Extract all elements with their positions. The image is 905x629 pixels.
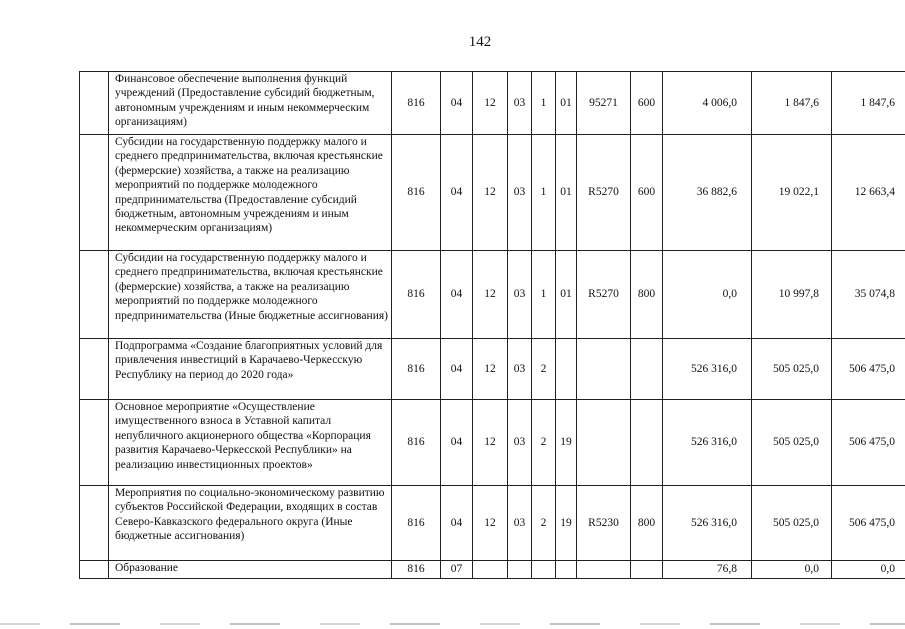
amount-year-2: 19 022,1 — [752, 135, 832, 251]
table-row — [80, 561, 905, 579]
scan-artifact — [0, 623, 905, 625]
admin-code: 816 — [392, 135, 441, 251]
subsection-code: 12 — [473, 72, 508, 135]
subsection-code: 12 — [473, 339, 508, 400]
program-code — [508, 561, 532, 579]
event-code — [556, 561, 577, 579]
event-code: 19 — [556, 400, 577, 486]
subsection-code: 12 — [473, 486, 508, 561]
event-code: 19 — [556, 486, 577, 561]
section-code: 04 — [441, 339, 473, 400]
subsection-code: 12 — [473, 135, 508, 251]
blank-cell — [80, 135, 109, 251]
program-code: 03 — [508, 135, 532, 251]
amount-year-2: 10 997,8 — [752, 251, 832, 339]
program-code: 03 — [508, 72, 532, 135]
page-number: 142 — [468, 34, 492, 50]
section-code: 07 — [441, 561, 473, 579]
blank-cell — [80, 486, 109, 561]
event-code: 01 — [556, 135, 577, 251]
table-row — [80, 400, 905, 486]
amount-year-2: 0,0 — [752, 561, 832, 579]
subsection-code: 12 — [473, 400, 508, 486]
subprogram-code — [532, 561, 556, 579]
blank-cell — [80, 400, 109, 486]
table-row — [80, 486, 905, 561]
direction-code — [577, 400, 631, 486]
budget-table — [79, 71, 905, 579]
program-code: 03 — [508, 400, 532, 486]
expense-type-code: 800 — [631, 251, 663, 339]
admin-code: 816 — [392, 339, 441, 400]
amount-year-2: 505 025,0 — [752, 400, 832, 486]
blank-cell — [80, 251, 109, 339]
row-description: Финансовое обеспечение выполнения функций учреждений (Предоставление субсидий бюджетным, автономным учреждениям и иным некоммерческим организациям) — [109, 72, 392, 135]
expense-type-code — [631, 339, 663, 400]
direction-code — [577, 561, 631, 579]
section-code: 04 — [441, 486, 473, 561]
admin-code: 816 — [392, 251, 441, 339]
row-description: Основное мероприятие «Осуществление имущественного взноса в Уставной капитал непубличного акционерного общества «Корпорация развития Карачаево-Черкесской Республики» на реализацию инвестиционных проектов» — [109, 400, 392, 486]
event-code — [556, 339, 577, 400]
amount-year-2: 505 025,0 — [752, 339, 832, 400]
program-code: 03 — [508, 251, 532, 339]
section-code: 04 — [441, 72, 473, 135]
amount-year-2: 1 847,6 — [752, 72, 832, 135]
direction-code: R5230 — [577, 486, 631, 561]
program-code: 03 — [508, 339, 532, 400]
amount-year-1: 36 882,6 — [663, 135, 752, 251]
amount-year-3: 1 847,6 — [832, 72, 905, 135]
blank-cell — [80, 561, 109, 579]
row-description: Подпрограмма «Создание благоприятных условий для привлечения инвестиций в Карачаево-Черкесскую Республику на период до 2020 года» — [109, 339, 392, 400]
section-code: 04 — [441, 135, 473, 251]
row-description: Мероприятия по социально-экономическому развитию субъектов Российской Федерации, входящих в состав Северо-Кавказского федерального округа (Иные бюджетные ассигнования) — [109, 486, 392, 561]
amount-year-3: 0,0 — [832, 561, 905, 579]
table-row — [80, 251, 905, 339]
row-description: Субсидии на государственную поддержку малого и среднего предпринимательства, включая крестьянские (фермерские) хозяйства, а также на реализацию мероприятий по поддержке молодежного предпринимательства (Предоставление субсидий бюджетным, автономным учреждениям и иным некоммерческим организациям) — [109, 135, 392, 251]
table-row — [80, 135, 905, 251]
row-description: Субсидии на государственную поддержку малого и среднего предпринимательства, включая крестьянские (фермерские) хозяйства, а также на реализацию мероприятий по поддержке молодежного предпринимательства (Иные бюджетные ассигнования) — [109, 251, 392, 339]
amount-year-1: 76,8 — [663, 561, 752, 579]
event-code: 01 — [556, 72, 577, 135]
expense-type-code: 800 — [631, 486, 663, 561]
expense-type-code — [631, 400, 663, 486]
amount-year-3: 506 475,0 — [832, 339, 905, 400]
amount-year-1: 0,0 — [663, 251, 752, 339]
amount-year-1: 526 316,0 — [663, 400, 752, 486]
amount-year-1: 4 006,0 — [663, 72, 752, 135]
subsection-code — [473, 561, 508, 579]
table-row — [80, 339, 905, 400]
amount-year-3: 506 475,0 — [832, 400, 905, 486]
section-code: 04 — [441, 251, 473, 339]
admin-code: 816 — [392, 486, 441, 561]
direction-code: 95271 — [577, 72, 631, 135]
direction-code: R5270 — [577, 251, 631, 339]
expense-type-code: 600 — [631, 72, 663, 135]
expense-type-code — [631, 561, 663, 579]
amount-year-1: 526 316,0 — [663, 486, 752, 561]
amount-year-3: 12 663,4 — [832, 135, 905, 251]
blank-cell — [80, 72, 109, 135]
amount-year-3: 35 074,8 — [832, 251, 905, 339]
direction-code: R5270 — [577, 135, 631, 251]
event-code: 01 — [556, 251, 577, 339]
table-row — [80, 72, 905, 135]
subprogram-code: 2 — [532, 400, 556, 486]
program-code: 03 — [508, 486, 532, 561]
subprogram-code: 1 — [532, 72, 556, 135]
admin-code: 816 — [392, 72, 441, 135]
subprogram-code: 1 — [532, 251, 556, 339]
subprogram-code: 2 — [532, 486, 556, 561]
row-description: Образование — [109, 561, 392, 579]
subprogram-code: 1 — [532, 135, 556, 251]
amount-year-1: 526 316,0 — [663, 339, 752, 400]
admin-code: 816 — [392, 561, 441, 579]
amount-year-3: 506 475,0 — [832, 486, 905, 561]
direction-code — [577, 339, 631, 400]
subsection-code: 12 — [473, 251, 508, 339]
admin-code: 816 — [392, 400, 441, 486]
blank-cell — [80, 339, 109, 400]
amount-year-2: 505 025,0 — [752, 486, 832, 561]
section-code: 04 — [441, 400, 473, 486]
subprogram-code: 2 — [532, 339, 556, 400]
expense-type-code: 600 — [631, 135, 663, 251]
